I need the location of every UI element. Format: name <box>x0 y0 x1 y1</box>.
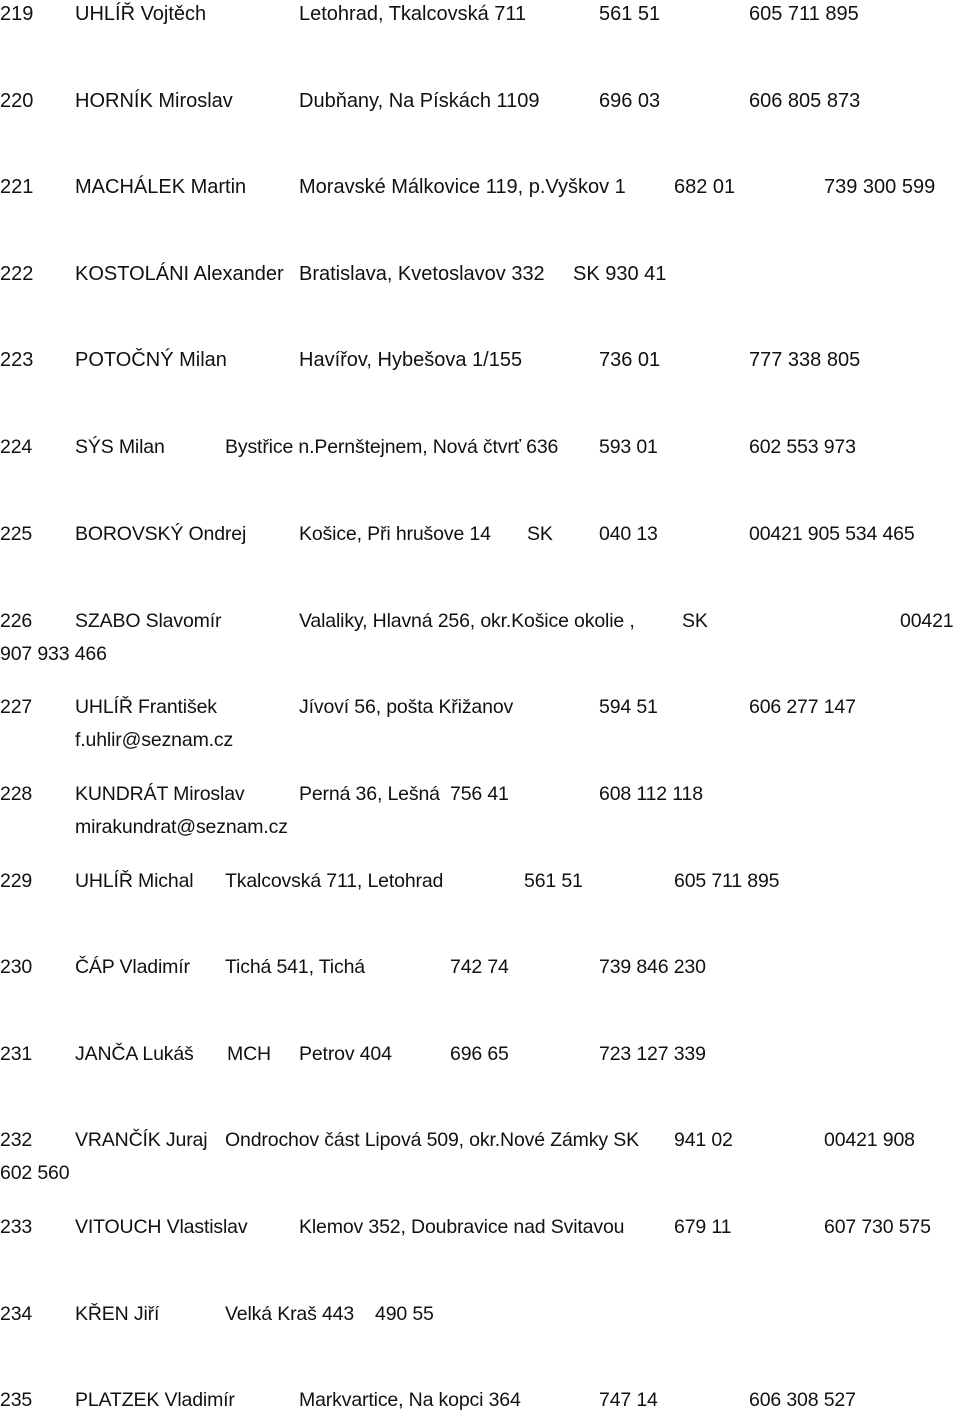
entry-address: Klemov 352, Doubravice nad Svitavou <box>299 1216 625 1238</box>
entry-country: SK <box>527 523 553 545</box>
entry-country: SK <box>682 610 708 632</box>
entry-number: 227 <box>0 696 33 718</box>
entry-postcode: 490 55 <box>375 1303 434 1325</box>
entry-name: UHLÍŘ František <box>75 696 217 718</box>
entry-postcode: 561 51 <box>599 3 661 25</box>
entry-phone-continued: 602 560 <box>0 1162 70 1184</box>
entry-name: POTOČNÝ Milan <box>75 349 227 371</box>
entry-number: 233 <box>0 1216 33 1238</box>
entry-number: 235 <box>0 1389 33 1411</box>
entry-phone: 00421 908 <box>824 1129 915 1151</box>
entry-email: f.uhlir@seznam.cz <box>75 729 234 751</box>
entry-phone-continued: 907 933 466 <box>0 643 107 665</box>
entry-postcode: 561 51 <box>524 870 583 892</box>
entry-address: Tkalcovská 711, Letohrad <box>225 870 444 892</box>
entry-postcode: 594 51 <box>599 696 658 718</box>
entry-postcode: 696 65 <box>450 1043 509 1065</box>
entry-postcode: SK 930 41 <box>573 263 667 285</box>
entry-phone: 723 127 339 <box>599 1043 706 1065</box>
entry-number: 223 <box>0 349 34 371</box>
entry-address: Petrov 404 <box>299 1043 392 1065</box>
entry-name: KOSTOLÁNI Alexander <box>75 263 284 285</box>
entry-phone: 606 277 147 <box>749 696 856 718</box>
entry-phone: 00421 905 534 465 <box>749 523 915 545</box>
entry-number: 232 <box>0 1129 33 1151</box>
entry-number: 224 <box>0 436 33 458</box>
entry-phone: 607 730 575 <box>824 1216 931 1238</box>
entry-address: Letohrad, Tkalcovská 711 <box>299 3 527 25</box>
entry-name: HORNÍK Miroslav <box>75 90 233 112</box>
entry-name: MACHÁLEK Martin <box>75 176 247 198</box>
entry-postcode: 756 41 <box>450 783 509 805</box>
entry-postcode: 941 02 <box>674 1129 733 1151</box>
entry-number: 220 <box>0 90 34 112</box>
entry-postcode: 747 14 <box>599 1389 658 1411</box>
entry-address: Havířov, Hybešova 1/155 <box>299 349 523 371</box>
entry-club: MCH <box>227 1043 271 1065</box>
entry-number: 225 <box>0 523 33 545</box>
entry-address: Jívoví 56, pošta Křižanov <box>299 696 514 718</box>
entry-number: 219 <box>0 3 34 25</box>
entry-phone: 608 112 118 <box>599 783 703 805</box>
entry-name: VITOUCH Vlastislav <box>75 1216 248 1238</box>
entry-name: KUNDRÁT Miroslav <box>75 783 245 805</box>
entry-name: ČÁP Vladimír <box>75 956 190 978</box>
entry-address: Moravské Málkovice 119, p.Vyškov 1 <box>299 176 626 198</box>
entry-postcode: 679 11 <box>674 1216 732 1238</box>
entry-number: 222 <box>0 263 34 285</box>
entry-email: mirakundrat@seznam.cz <box>75 816 288 838</box>
entry-address: Markvartice, Na kopci 364 <box>299 1389 521 1411</box>
entry-address: Perná 36, Lešná <box>299 783 440 805</box>
entry-address: Valaliky, Hlavná 256, okr.Košice okolie , <box>299 610 635 632</box>
entry-address: Velká Kraš 443 <box>225 1303 355 1325</box>
entry-number: 221 <box>0 176 34 198</box>
entry-postcode: 742 74 <box>450 956 509 978</box>
entry-phone: 602 553 973 <box>749 436 856 458</box>
entry-number: 229 <box>0 870 33 892</box>
entry-number: 228 <box>0 783 33 805</box>
entry-name: KŘEN Jiří <box>75 1303 160 1325</box>
entry-name: PLATZEK Vladimír <box>75 1389 235 1411</box>
entry-number: 231 <box>0 1043 33 1065</box>
entry-phone: 739 300 599 <box>824 176 936 198</box>
entry-address: Bystřice n.Pernštejnem, Nová čtvrť 636 <box>225 436 559 458</box>
entry-number: 226 <box>0 610 33 632</box>
entry-name: SÝS Milan <box>75 436 165 458</box>
entry-address: Bratislava, Kvetoslavov 332 <box>299 263 545 285</box>
entry-phone: 605 711 895 <box>749 3 859 25</box>
entry-postcode: 040 13 <box>599 523 658 545</box>
entry-name: VRANČÍK Juraj <box>75 1129 208 1151</box>
entry-name: UHLÍŘ Michal <box>75 870 194 892</box>
entry-postcode: 682 01 <box>674 176 736 198</box>
entry-phone: 605 711 895 <box>674 870 780 892</box>
entry-phone: 606 308 527 <box>749 1389 856 1411</box>
entry-postcode: 593 01 <box>599 436 658 458</box>
entry-phone: 606 805 873 <box>749 90 861 112</box>
entry-postcode: 696 03 <box>599 90 661 112</box>
entry-name: BOROVSKÝ Ondrej <box>75 523 247 545</box>
entry-number: 234 <box>0 1303 33 1325</box>
entry-phone: 777 338 805 <box>749 349 861 371</box>
entry-number: 230 <box>0 956 33 978</box>
entry-address: Dubňany, Na Pískách 1109 <box>299 90 540 112</box>
entry-name: SZABO Slavomír <box>75 610 222 632</box>
entry-name: JANČA Lukáš <box>75 1043 194 1065</box>
entry-phone: 00421 <box>900 610 954 632</box>
entry-address: Ondrochov část Lipová 509, okr.Nové Zámky SK <box>225 1129 639 1151</box>
entry-phone: 739 846 230 <box>599 956 706 978</box>
entry-address: Košice, Při hrušove 14 <box>299 523 491 545</box>
entry-name: UHLÍŘ Vojtěch <box>75 3 207 25</box>
entry-postcode: 736 01 <box>599 349 661 371</box>
entry-address: Tichá 541, Tichá <box>225 956 365 978</box>
